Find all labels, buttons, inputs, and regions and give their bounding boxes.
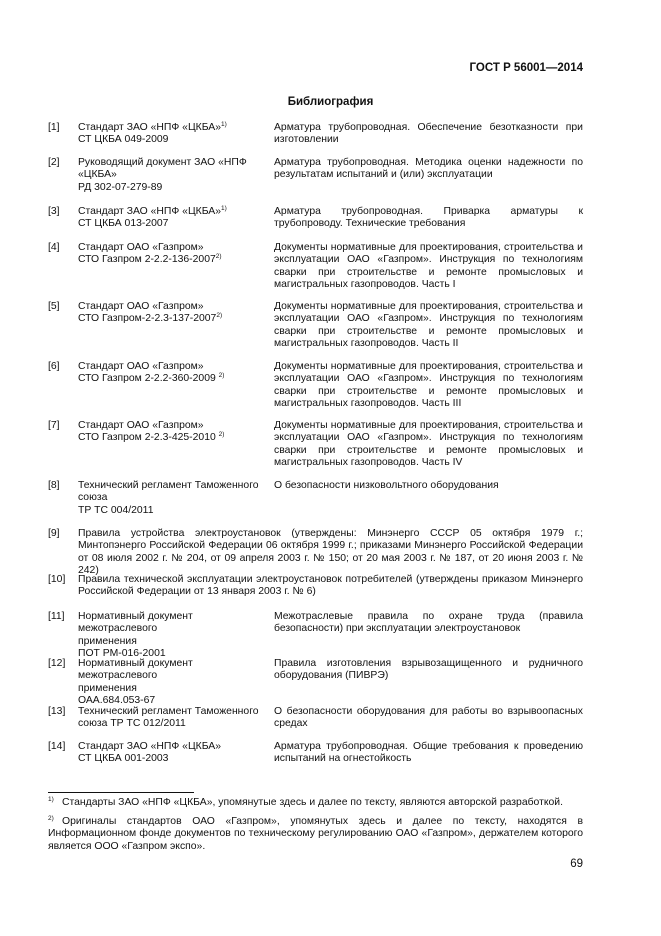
entry-source: Стандарт ЗАО «НПФ «ЦКБА»$^{1)}$ СТ ЦКБА 013-2007 (78, 205, 227, 230)
entry-source: Стандарт ОАО «Газпром» СТО Газпром 2-2.2-360-2009 $^{2)}$ (78, 361, 225, 385)
page-title: Библиография (287, 96, 374, 108)
footnote-ref: 2) (218, 372, 225, 380)
entry-number: [6] (48, 361, 60, 372)
footnote-text: Оригиналы стандартов ОАО «Газпром», упомянутых здесь и далее по тексту, находятся в Информационном фонде документов по техническому регулированию ОАО «Газпром», держателем которого является ООО «Газпром экспо». (48, 816, 583, 852)
entry-number: [2] (48, 157, 60, 168)
entry-description: Арматура трубопроводная. Приварка арматуры к трубопроводу. Технические требования (274, 206, 583, 230)
entry-source: Стандарт ОАО «Газпром» СТО Газпром-2-2.3-137-2007$^{2)}$ (78, 301, 223, 325)
entry-source: Технический регламент Таможенного союза ТР ТС 004/2011 (78, 480, 259, 516)
entry-description: Арматура трубопроводная. Методика оценки надежности по результатам испытаний и (или) эксплуатации (274, 157, 583, 181)
footnote-ref: 2) (216, 312, 223, 320)
footnote-divider (48, 792, 194, 793)
entry-source: Стандарт ОАО «Газпром» СТО Газпром 2-2.3-425-2010 $^{2)}$ (78, 420, 225, 444)
entry-number: [12] (48, 658, 66, 669)
footnote-mark: 1) (48, 796, 54, 803)
entry-full-text: Правила технической эксплуатации электроустановок потребителей (утверждены приказом Минэнерго Российской Федерации от 13 января 2003 г. № 6) (78, 574, 583, 598)
footnote-1 (48, 797, 583, 809)
entry-number: [13] (48, 706, 66, 717)
entry-number: [7] (48, 420, 60, 431)
footnote-text: Стандарты ЗАО «НПФ «ЦКБА», упомянутые здесь и далее по тексту, являются авторской разработкой. (62, 797, 563, 808)
footnote-ref: 1) (221, 121, 227, 128)
entry-source: Нормативный документ межотраслевого применения ОАА.684.053-67 (78, 658, 193, 707)
entry-description: Правила изготовления взрывозащищенного и рудничного оборудования (ПИВРЭ) (274, 658, 583, 682)
entry-number: [4] (48, 242, 60, 253)
footnote-ref: 1) (221, 205, 227, 212)
entry-number: [3] (48, 206, 60, 217)
entry-number: [5] (48, 301, 60, 312)
footnote-2 (48, 816, 583, 853)
footnote-ref: 2) (215, 253, 222, 261)
page-number: 69 (570, 858, 583, 870)
entry-number: [11] (48, 611, 65, 622)
footnote-ref: 2) (218, 431, 225, 439)
entry-source: Технический регламент Таможенного союза ТР ТС 012/2011 (78, 706, 259, 730)
entry-description: Документы нормативные для проектирования, строительства и эксплуатации ОАО «Газпром». Инструкция по технологиям сварки при строительстве и ремонте промысловых и магистральных газопроводов. Часть I (274, 242, 583, 291)
entry-number: [1] (48, 122, 60, 133)
entry-description: О безопасности оборудования для работы во взрывоопасных средах (274, 706, 583, 730)
entry-description: Документы нормативные для проектирования, строительства и эксплуатации ОАО «Газпром». Инструкция по технологиям сварки при строительстве и ремонте промысловых и магистральных газопроводов. Часть III (274, 361, 583, 410)
entry-full-text: Правила устройства электроустановок (утверждены: Минэнерго СССР 05 октября 1979 г.; Минтопэнерго Российской Федерации 06 октября 1999 г.; приказами Минэнерго Российской Федерации от 08 июля 2002 г. № 204, от 09 апреля 2003 г. № 150; от 20 мая 2003 г. № 187, от 20 июня 2003 г. № 242) (78, 528, 583, 577)
entry-source: Стандарт ЗАО «НПФ «ЦКБА»$^{1)}$ СТ ЦКБА 049-2009 (78, 121, 227, 146)
entry-description: Арматура трубопроводная. Обеспечение безотказности при изготовлении (274, 122, 583, 146)
entry-number: [10] (48, 574, 66, 585)
entry-number: [14] (48, 741, 66, 752)
entry-description: Документы нормативные для проектирования, строительства и эксплуатации ОАО «Газпром». Инструкция по технологиям сварки при строительстве и ремонте промысловых и магистральных газопроводов. Часть II (274, 301, 583, 350)
entry-description: О безопасности низковольтного оборудования (274, 480, 499, 491)
entry-description: Арматура трубопроводная. Общие требования к проведению испытаний на огнестойкость (274, 741, 583, 765)
entry-source: Нормативный документ межотраслевого применения ПОТ РМ-016-2001 (78, 611, 193, 660)
footnote-mark: 2) (48, 815, 54, 822)
entry-description: Документы нормативные для проектирования, строительства и эксплуатации ОАО «Газпром». Инструкция по технологиям сварки при строительстве и ремонте промысловых и магистральных газопроводов. Часть IV (274, 420, 583, 469)
entry-description: Межотраслевые правила по охране труда (правила безопасности) при эксплуатации электроустановок (274, 611, 583, 635)
entry-source: Стандарт ЗАО «НПФ «ЦКБА» СТ ЦКБА 001-2003 (78, 741, 222, 765)
entry-number: [8] (48, 480, 60, 491)
document-code: ГОСТ Р 56001—2014 (469, 62, 583, 74)
entry-source: Стандарт ОАО «Газпром» СТО Газпром 2-2.2-136-2007$^{2)}$ (78, 242, 222, 266)
entry-source: Руководящий документ ЗАО «НПФ «ЦКБА» РД 302-07-279-89 (78, 157, 247, 193)
entry-number: [9] (48, 528, 60, 539)
